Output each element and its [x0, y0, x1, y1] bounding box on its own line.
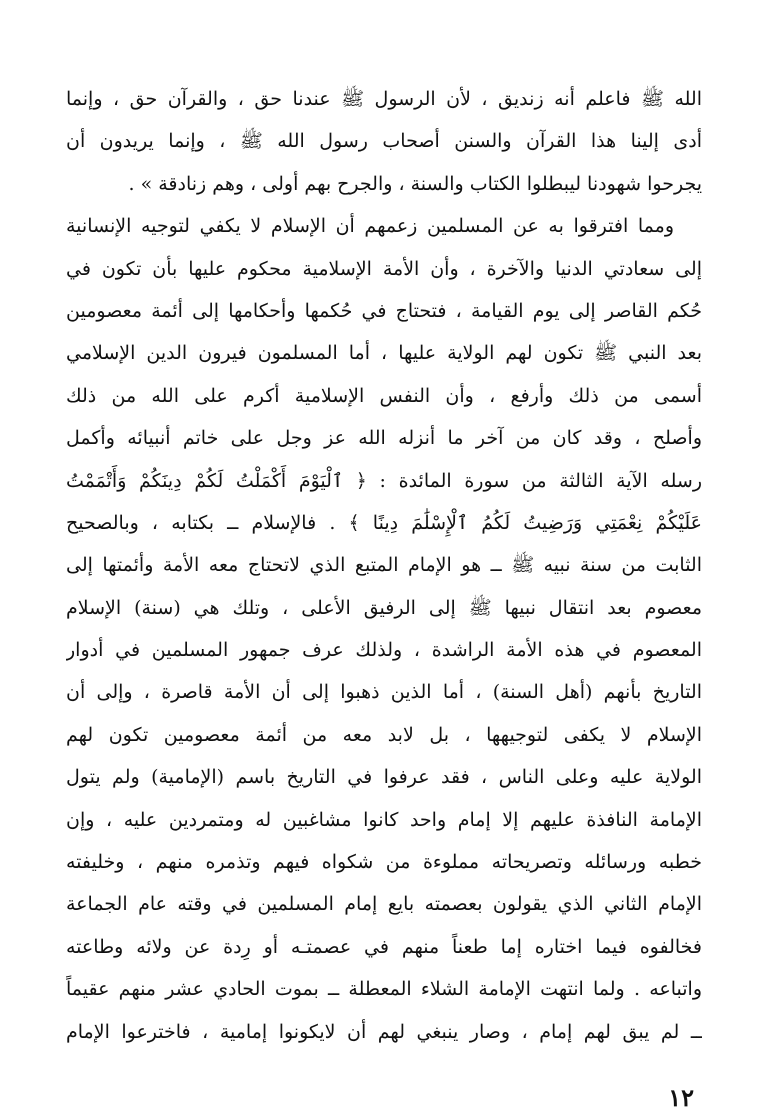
body-text — [66, 78, 702, 1053]
text-line: الإسلام لا يكفى لتوجيهها ، بل لابد معه من أئمة معصومين تكون لهم — [66, 723, 702, 746]
text-line: الإمام الثاني الذي يقولون بعصمته بايع إمام المسلمين في وقته عام الجماعة — [66, 893, 702, 916]
text-line: أسمى من ذلك وأرفع ، وأن النفس الإسلامية أكرم على الله من ذلك — [66, 384, 702, 407]
text-line: واتباعه . ولما انتهت الإمامة الشلاء المعطلة ــ بموت الحادي عشر منهم عقيماً — [66, 978, 702, 1001]
text-line: ومما افترقوا به عن المسلمين زعمهم أن الإسلام لا يكفي لتوجيه الإنسانية — [66, 215, 674, 238]
book-page — [66, 78, 702, 1112]
text-line: معصوم بعد انتقال نبيها ﷺ إلى الرفيق الأعلى ، وتلك هي (سنة) الإسلام — [66, 596, 702, 619]
text-line: الولاية عليه وعلى الناس ، فقد عرفوا في التاريخ باسم (الإمامية) ولم يتول — [66, 766, 702, 789]
text-line: التاريخ بأنهم (أهل السنة) ، أما الذين ذهبوا إلى أن الأمة قاصرة ، وإلى أن — [66, 681, 702, 704]
text-line: خطبه ورسائله وتصريحاته مملوءة من شكواه فيهم وتذمره منهم ، وخليفته — [66, 851, 702, 874]
text-line: إلى سعادتي الدنيا والآخرة ، وأن الأمة الإسلامية محكوم عليها بأن تكون في — [66, 257, 702, 280]
text-line: يجرحوا شهودنا ليبطلوا الكتاب والسنة ، والجرح بهم أولى ، وهم زنادقة » . — [128, 172, 702, 195]
text-line: فخالفوه فيما اختاره إما طعناً منهم في عصمتـه أو رِدة عن ولائه وطاعته — [66, 935, 702, 958]
text-line: الله ﷺ فاعلم أنه زنديق ، لأن الرسول ﷺ عندنا حق ، والقرآن حق ، وإنما — [66, 88, 702, 110]
page-number: ١٢ — [668, 1083, 694, 1112]
text-line: بعد النبي ﷺ تكون لهم الولاية عليها ، أما المسلمون فيرون الدين الإسلامي — [66, 342, 702, 365]
text-line: الإمامة النافذة عليهم إلا إمام واحد كانوا مشاغبين له ومتمردين عليه ، وإن — [66, 808, 702, 831]
text-line: الثابت من سنة نبيه ﷺ ــ هو الإمام المتبع الذي لاتحتاج معه الأمة وأئمتها إلى — [66, 554, 702, 577]
text-line: وأصلح ، وقد كان من آخر ما أنزله الله عز وجل على خاتم أنبيائه وأكمل — [66, 427, 702, 450]
text-line: حُكم القاصر إلى يوم القيامة ، فتحتاج في حُكمها وأحكامها إلى أئمة معصومين — [66, 299, 702, 322]
text-line: ــ لم يبق لهم إمام ، وصار ينبغي لهم أن لايكونوا إمامية ، فاخترعوا الإمام — [66, 1020, 702, 1043]
quran-verse-line: رسله الآية الثالثة من سورة المائدة : ﴿ ٱلْيَوْمَ أَكْمَلْتُ لَكُمْ دِينَكُمْ وَأَتْمَمْتُ — [66, 469, 702, 492]
text-line: المعصوم في هذه الأمة الراشدة ، ولذلك عرف جمهور المسلمين في أدوار — [66, 639, 702, 662]
text-line: أدى إلينا هذا القرآن والسنن أصحاب رسول الله ﷺ ، وإنما يريدون أن — [66, 130, 702, 153]
quran-verse-line: عَلَيْكُمْ نِعْمَتِي وَرَضِيتُ لَكُمُ ٱلْإِسْلَٰمَ دِينًا ﴾ . فالإسلام ــ بكتابه ، وبالصحيح — [66, 511, 702, 534]
